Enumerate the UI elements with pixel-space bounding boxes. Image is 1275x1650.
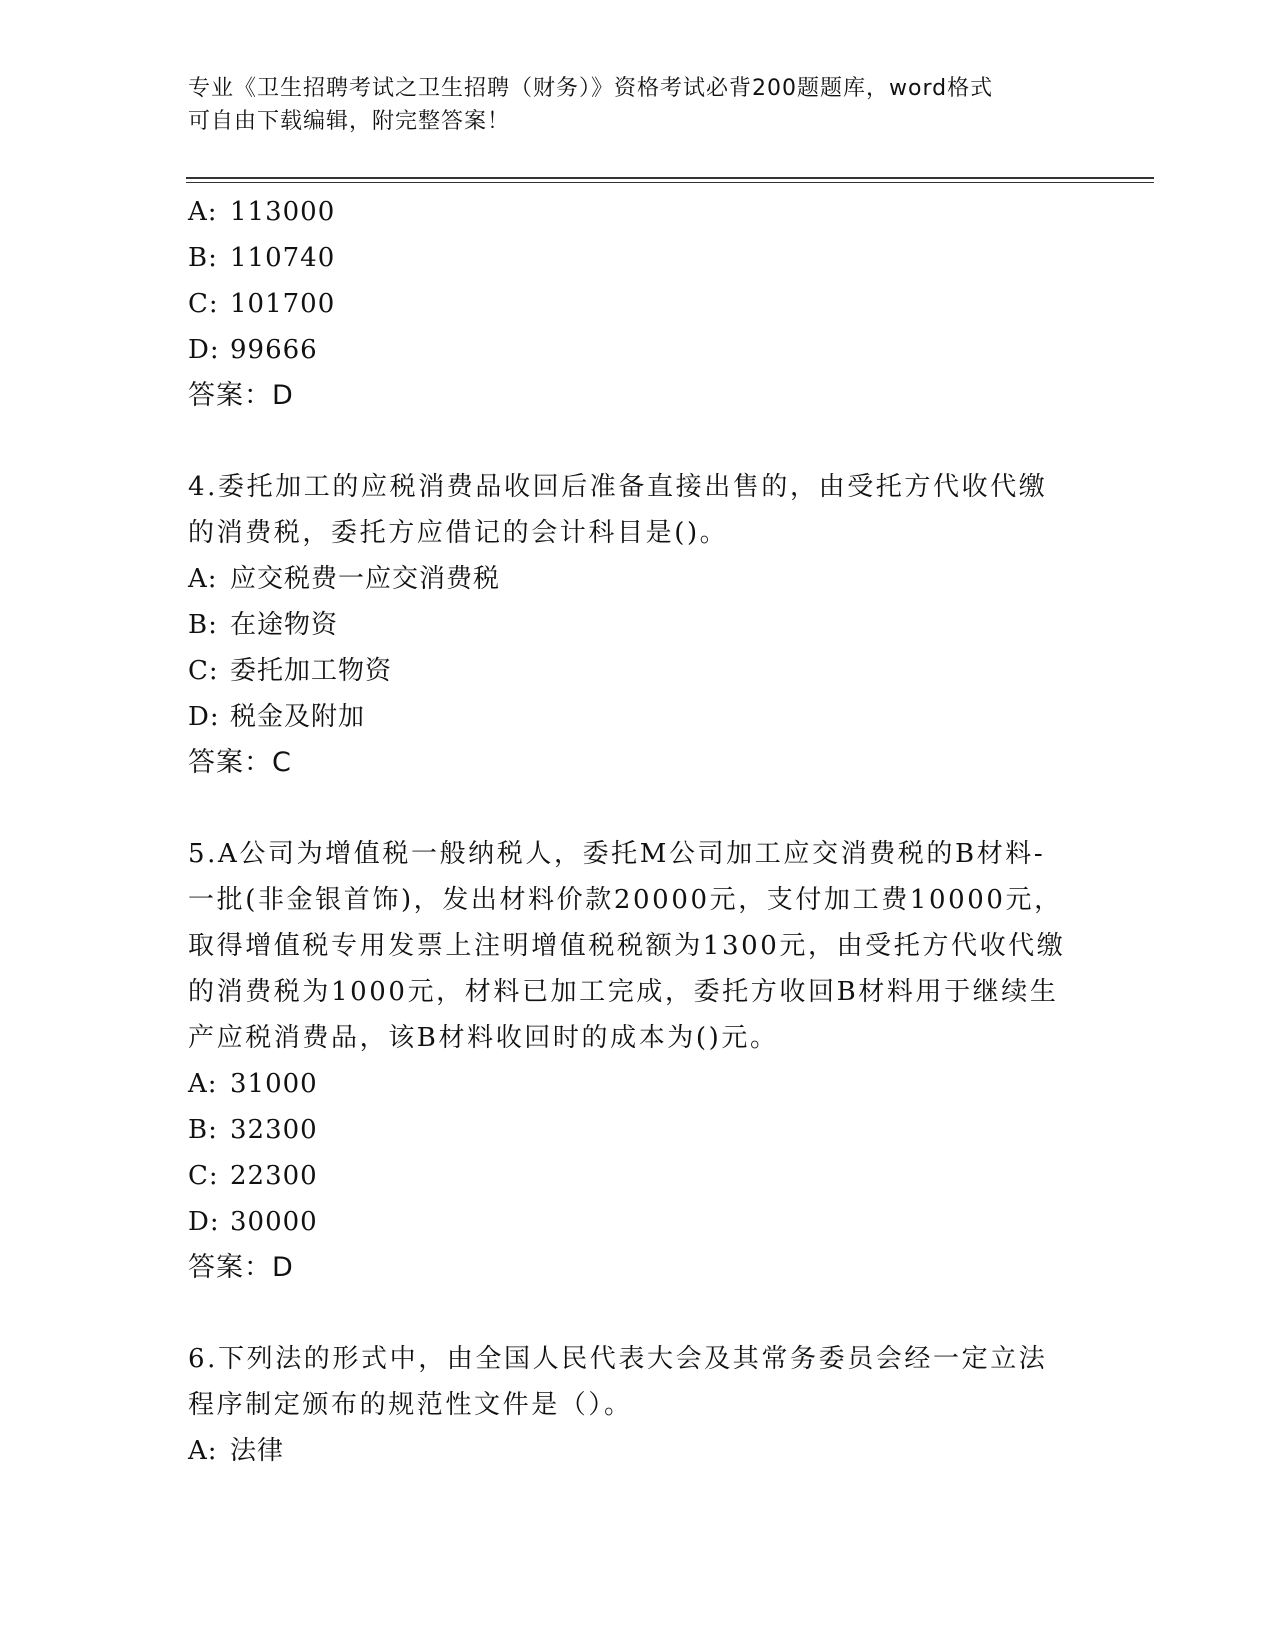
option-a: A: 应交税费一应交消费税 [188,564,501,594]
answer: 答案：D [188,380,294,411]
option-a: A: 法律 [188,1436,285,1466]
spacer [188,419,1088,464]
header-line-1: 专业《卫生招聘考试之卫生招聘（财务）》资格考试必背200题题库，word格式 [188,76,994,101]
option-c: C: 委托加工物资 [188,656,393,686]
spacer [188,786,1088,831]
option-c: C: 22300 [188,1161,318,1191]
option-d: D: 99666 [188,335,318,365]
question-stem: 4.委托加工的应税消费品收回后准备直接出售的，由受托方代收代缴 的消费税，委托方应借记的会计科目是()。 [188,472,1048,548]
answer: 答案：C [188,747,292,778]
question-stem: 6.下列法的形式中，由全国人民代表大会及其常务委员会经一定立法 程序制定颁布的规范性文件是（）。 [188,1344,1048,1420]
header-divider-thin [186,182,1154,183]
option-a: A: 113000 [188,197,336,227]
option-b: B: 32300 [188,1115,318,1145]
option-d: D: 30000 [188,1207,318,1237]
spacer [188,1291,1088,1336]
option-b: B: 在途物资 [188,610,339,640]
question-5 [188,831,1088,1291]
answer: 答案：D [188,1252,294,1283]
question-stem: 5.A公司为增值税一般纳税人，委托M公司加工应交消费税的B材料- 一批(非金银首饰)，发出材料价款20000元，支付加工费10000元， 取得增值税专用发票上注明增值税税额为1300元，由受托方代收代缴 的消费税为1000元，材料已加工完成，委托方收回B材料用于继续生 产应税消费品，该B材料收回时的成本为()元。 [188,839,1066,1053]
question-6 [188,1336,1088,1474]
option-b: B: 110740 [188,243,336,273]
header-line-2: 可自由下载编辑，附完整答案！ [188,109,511,134]
document-header [188,72,1068,138]
header-divider-thick [186,177,1154,179]
question-4 [188,464,1088,786]
option-c: C: 101700 [188,289,336,319]
option-d: D: 税金及附加 [188,702,366,732]
question-content [188,189,1088,1474]
question-3 [188,189,1088,419]
option-a: A: 31000 [188,1069,318,1099]
